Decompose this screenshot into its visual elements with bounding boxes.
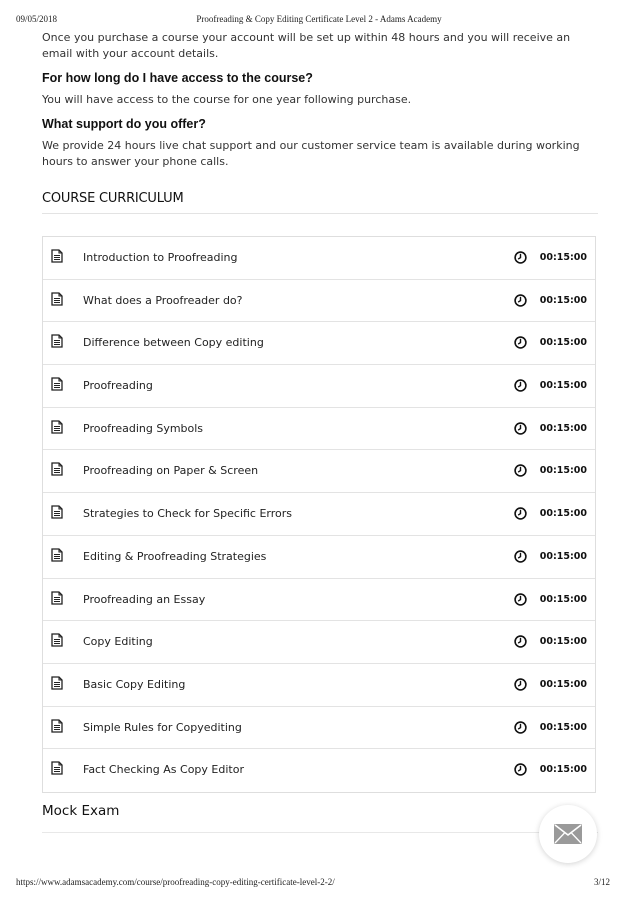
clock-icon [514, 422, 527, 435]
curriculum-item[interactable] [43, 536, 595, 579]
curriculum-item-duration: 00:15:00 [539, 721, 587, 733]
curriculum-item[interactable] [43, 237, 595, 280]
curriculum-item[interactable] [43, 664, 595, 707]
clock-icon [514, 294, 527, 307]
curriculum-item-duration: 00:15:00 [539, 465, 587, 477]
document-icon [51, 633, 63, 647]
curriculum-item[interactable] [43, 579, 595, 622]
clock-icon [514, 593, 527, 606]
curriculum-item-duration: 00:15:00 [539, 252, 587, 263]
curriculum-item-title[interactable]: Basic Copy Editing [83, 677, 186, 691]
curriculum-item[interactable] [43, 707, 595, 750]
clock-icon [514, 678, 527, 691]
print-date: 09/05/2018 [16, 14, 58, 24]
clock-icon [514, 251, 527, 264]
document-icon [51, 377, 63, 391]
curriculum-item-title[interactable]: Proofreading Symbols [83, 421, 204, 435]
clock-icon [514, 464, 527, 477]
clock-icon [514, 721, 527, 734]
divider [42, 832, 598, 833]
curriculum-item[interactable] [43, 749, 595, 792]
document-icon [51, 334, 63, 348]
curriculum-item[interactable] [43, 280, 595, 323]
clock-icon [514, 336, 527, 349]
curriculum-item[interactable] [43, 621, 595, 664]
curriculum-item-title[interactable]: Editing & Proofreading Strategies [83, 549, 267, 563]
print-page-number: 3/12 [593, 877, 610, 887]
contact-mail-button[interactable] [539, 805, 597, 863]
curriculum-item-title[interactable]: Copy Editing [83, 635, 153, 649]
document-icon [51, 548, 63, 562]
document-icon [51, 719, 63, 733]
curriculum-item[interactable] [43, 450, 595, 493]
curriculum-item[interactable] [43, 408, 595, 451]
curriculum-item-title[interactable]: Strategies to Check for Specific Errors [83, 507, 293, 521]
document-icon [51, 420, 63, 434]
curriculum-item[interactable] [43, 493, 595, 536]
divider [42, 213, 598, 214]
curriculum-item[interactable] [43, 365, 595, 408]
clock-icon [514, 763, 527, 776]
curriculum-item-duration: 00:15:00 [539, 508, 587, 520]
curriculum-item-duration: 00:15:00 [539, 764, 587, 776]
curriculum-heading: COURSE CURRICULUM [42, 191, 184, 206]
curriculum-item-duration: 00:15:00 [539, 380, 587, 392]
document-icon [51, 292, 63, 306]
curriculum-item-duration: 00:15:00 [539, 550, 587, 562]
faq-answer-access: You will have access to the course for one year following purchase. [42, 93, 412, 106]
curriculum-item-duration: 00:15:00 [539, 337, 587, 349]
print-page-title: Proofreading & Copy Editing Certificate Level 2 - Adams Academy [196, 14, 442, 24]
curriculum-item-duration: 00:15:00 [539, 294, 587, 306]
faq-question-support: What support do you offer? [42, 117, 206, 131]
document-icon [51, 462, 63, 476]
curriculum-item-title[interactable]: Proofreading on Paper & Screen [83, 464, 259, 478]
curriculum-item-duration: 00:15:00 [539, 678, 587, 690]
clock-icon [514, 379, 527, 392]
faq-section [42, 30, 598, 214]
curriculum-item-duration: 00:15:00 [539, 593, 587, 605]
clock-icon [514, 635, 527, 648]
curriculum-item[interactable] [43, 322, 595, 365]
faq-question-access: For how long do I have access to the course? [42, 71, 313, 85]
curriculum-item-title[interactable]: Difference between Copy editing [83, 336, 264, 350]
document-icon [51, 505, 63, 519]
print-header [0, 14, 638, 28]
document-icon [51, 249, 63, 263]
clock-icon [514, 507, 527, 520]
curriculum-item-duration: 00:15:00 [539, 422, 587, 434]
curriculum-list [42, 236, 596, 793]
curriculum-item-title[interactable]: Proofreading an Essay [83, 592, 206, 606]
curriculum-item-title[interactable]: Fact Checking As Copy Editor [83, 763, 244, 777]
curriculum-item-title[interactable]: Introduction to Proofreading [83, 251, 238, 264]
curriculum-item-title[interactable]: Simple Rules for Copyediting [83, 720, 242, 734]
clock-icon [514, 550, 527, 563]
mail-icon [554, 824, 582, 844]
curriculum-item-title[interactable]: Proofreading [83, 379, 153, 393]
document-icon [51, 591, 63, 605]
mock-exam-heading: Mock Exam [42, 803, 120, 819]
curriculum-item-duration: 00:15:00 [539, 636, 587, 648]
document-icon [51, 761, 63, 775]
curriculum-item-title[interactable]: What does a Proofreader do? [83, 293, 243, 307]
faq-intro-text: Once you purchase a course your account will be set up within 48 hours and you will receive an email with your account details. [42, 31, 571, 60]
faq-answer-support: We provide 24 hours live chat support and our customer service team is available during working hours to answer your phone calls. [42, 139, 580, 168]
print-url: https://www.adamsacademy.com/course/proofreading-copy-editing-certificate-level-2-2/ [16, 877, 335, 887]
document-icon [51, 676, 63, 690]
